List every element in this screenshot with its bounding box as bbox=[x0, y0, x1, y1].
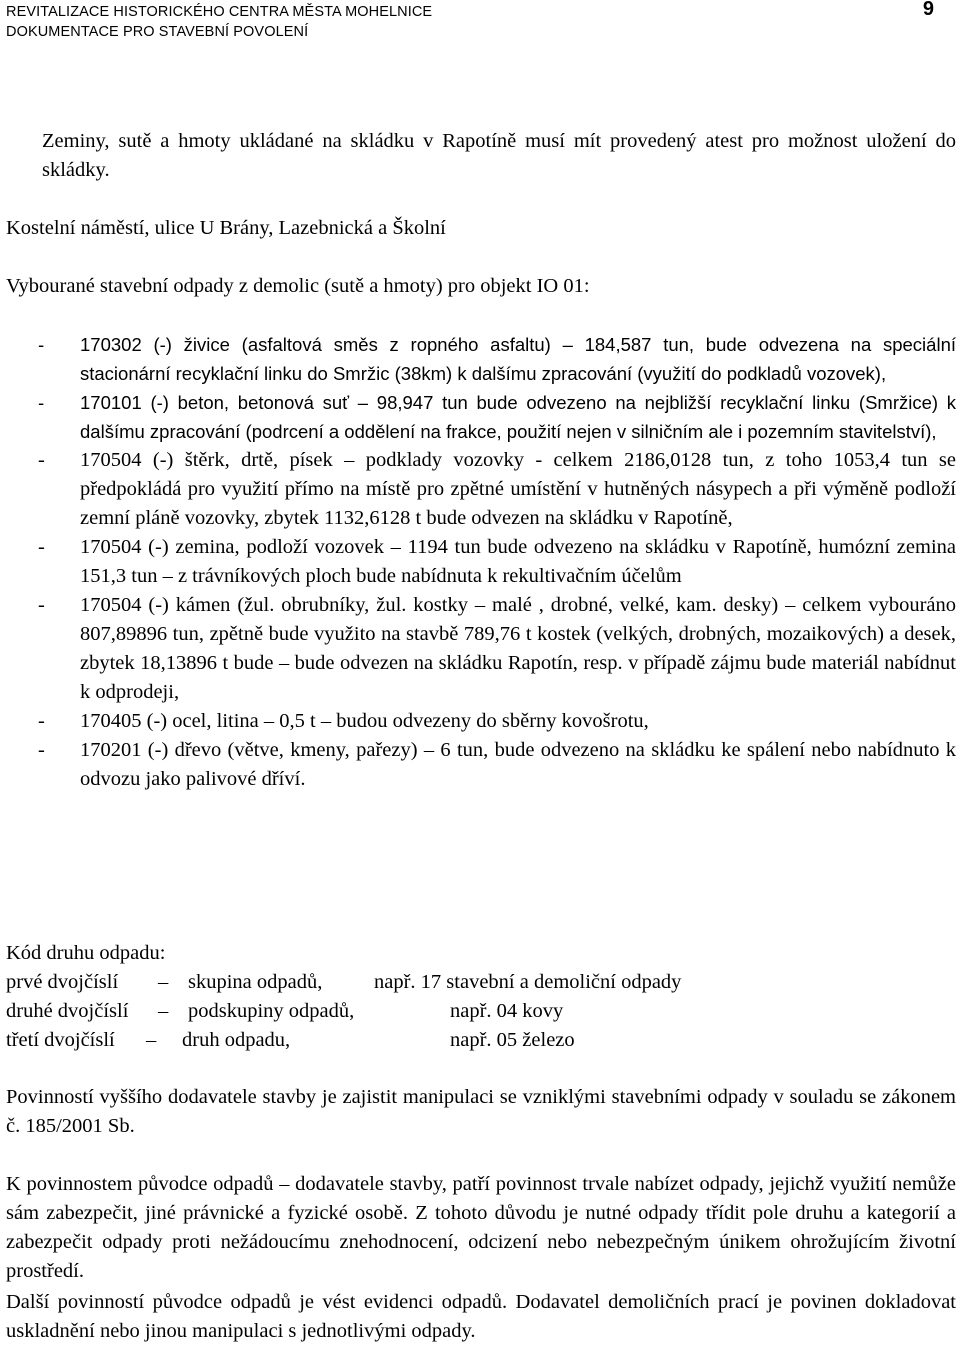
dash-bullet: - bbox=[38, 334, 45, 355]
list-item bbox=[6, 736, 956, 794]
waste-list bbox=[6, 330, 956, 794]
dash-bullet: - bbox=[38, 449, 45, 471]
code-row bbox=[6, 968, 956, 997]
list-item bbox=[6, 330, 956, 388]
dash-bullet: - bbox=[38, 710, 45, 732]
page-number: 9 bbox=[922, 0, 934, 20]
list-item bbox=[6, 388, 956, 446]
list-item bbox=[6, 533, 956, 591]
code-digit-pair: třetí dvojčíslí bbox=[6, 1029, 115, 1051]
code-meaning: podskupiny odpadů, bbox=[188, 1000, 355, 1022]
code-dash: – bbox=[158, 1000, 169, 1022]
waste-item-text: 170101 (-) beton, betonová suť – 98,947 tun bude odvezeno na nejbližší recyklační linku (Smržice) k dalšímu zpracování (podrcení a oddělení na frakce, použití nejen v silničním ale i pozemním stavitelství), bbox=[80, 392, 956, 442]
waste-item-text: 170405 (-) ocel, litina – 0,5 t – budou odvezeny do sběrny kovošrotu, bbox=[80, 710, 649, 732]
list-item bbox=[6, 446, 956, 533]
waste-item-text: 170504 (-) kámen (žul. obrubníky, žul. kostky – malé , drobné, velké, kam. desky) – celkem vybouráno 807,89896 tun, zpětně bude využito na stavbě 789,76 t kostek (velkých, drobných, mozaikových) a desek, zbytek 18,13896 t bude – bude odvezen na skládku Rapotín, resp. v případě zájmu bude materiál nabídnut k odprodeji, bbox=[80, 594, 956, 703]
code-example: např. 04 kovy bbox=[450, 1000, 564, 1022]
header-project-title: REVITALIZACE HISTORICKÉHO CENTRA MĚSTA MOHELNICE bbox=[6, 4, 433, 20]
dash-bullet: - bbox=[38, 536, 45, 558]
object-title: Vybourané stavební odpady z demolic (sutě a hmoty) pro objekt IO 01: bbox=[6, 275, 590, 297]
code-digit-pair: druhé dvojčíslí bbox=[6, 1000, 129, 1022]
code-digit-pair: prvé dvojčíslí bbox=[6, 971, 119, 993]
code-dash: – bbox=[146, 1029, 157, 1051]
waste-item-text: 170302 (-) živice (asfaltová směs z ropného asfaltu) – 184,587 tun, bude odvezena na speciální stacionární recyklační linku do Smržic (38km) k dalšímu zpracování (využití do podkladů vozovek), bbox=[80, 334, 956, 384]
code-row bbox=[6, 1026, 956, 1055]
code-meaning: druh odpadu, bbox=[182, 1029, 291, 1051]
header-document-type: DOKUMENTACE PRO STAVEBNÍ POVOLENÍ bbox=[6, 24, 309, 40]
waste-item-text: 170504 (-) zemina, podloží vozovek – 1194 tun bude odvezeno na skládku v Rapotíně, humózní zemina 151,3 tun – z trávníkových ploch bude nabídnuta k rekultivačním účelům bbox=[80, 536, 956, 587]
code-example: např. 17 stavební a demoliční odpady bbox=[374, 971, 682, 993]
code-section bbox=[6, 939, 956, 1055]
code-row bbox=[6, 997, 956, 1026]
dash-bullet: - bbox=[38, 594, 45, 616]
code-example: např. 05 železo bbox=[450, 1029, 575, 1051]
waste-item-text: 170504 (-) štěrk, drtě, písek – podklady vozovky - celkem 2186,0128 tun, z toho 1053,4 tun se předpokládá pro využití přímo na místě pro zpětné umístění v hutněných násypech a při výměně podloží zemní pláně vozovky, zbytek 1132,6128 t bude odvezen na skládku v Rapotíně, bbox=[80, 449, 956, 529]
code-dash: – bbox=[158, 971, 169, 993]
waste-item-text: 170201 (-) dřevo (větve, kmeny, pařezy) – 6 tun, bude odvezeno na skládku ke spálení nebo nabídnuto k odvozu jako palivové dříví. bbox=[80, 739, 956, 790]
code-meaning: skupina odpadů, bbox=[188, 971, 323, 993]
contractor-duty-paragraph: Povinností vyššího dodavatele stavby je zajistit manipulaci se vzniklými stavebními odpady v souladu se zákonem č. 185/2001 Sb. bbox=[6, 1086, 956, 1137]
intro-paragraph: Zeminy, sutě a hmoty ukládané na skládku v Rapotíně musí mít provedený atest pro možnost uložení do skládky. bbox=[42, 130, 956, 181]
list-item bbox=[6, 591, 956, 707]
list-item bbox=[6, 707, 956, 736]
code-title: Kód druhu odpadu: bbox=[6, 942, 166, 964]
location-heading: Kostelní náměstí, ulice U Brány, Lazebnická a Školní bbox=[6, 217, 446, 239]
originator-duty-paragraph: K povinnostem původce odpadů – dodavatele stavby, patří povinnost trvale nabízet odpady, jejichž využití nemůže sám zabezpečit, jiné právnické a fyzické osobě. Z tohoto důvodu je nutné odpady třídit pole druhu a kategorií a zabezpečit odpady proti nežádoucímu znehodnocení, odcizení nebo nebezpečným únikem ohrožujícím životní prostředí. bbox=[6, 1173, 956, 1282]
records-duty-paragraph: Další povinností původce odpadů je vést evidenci odpadů. Dodavatel demoličních prací je povinen dokladovat uskladnění nebo jinou manipulaci s jednotlivými odpady. bbox=[6, 1291, 956, 1342]
page-header bbox=[6, 2, 954, 42]
dash-bullet: - bbox=[38, 739, 45, 761]
dash-bullet: - bbox=[38, 392, 45, 413]
